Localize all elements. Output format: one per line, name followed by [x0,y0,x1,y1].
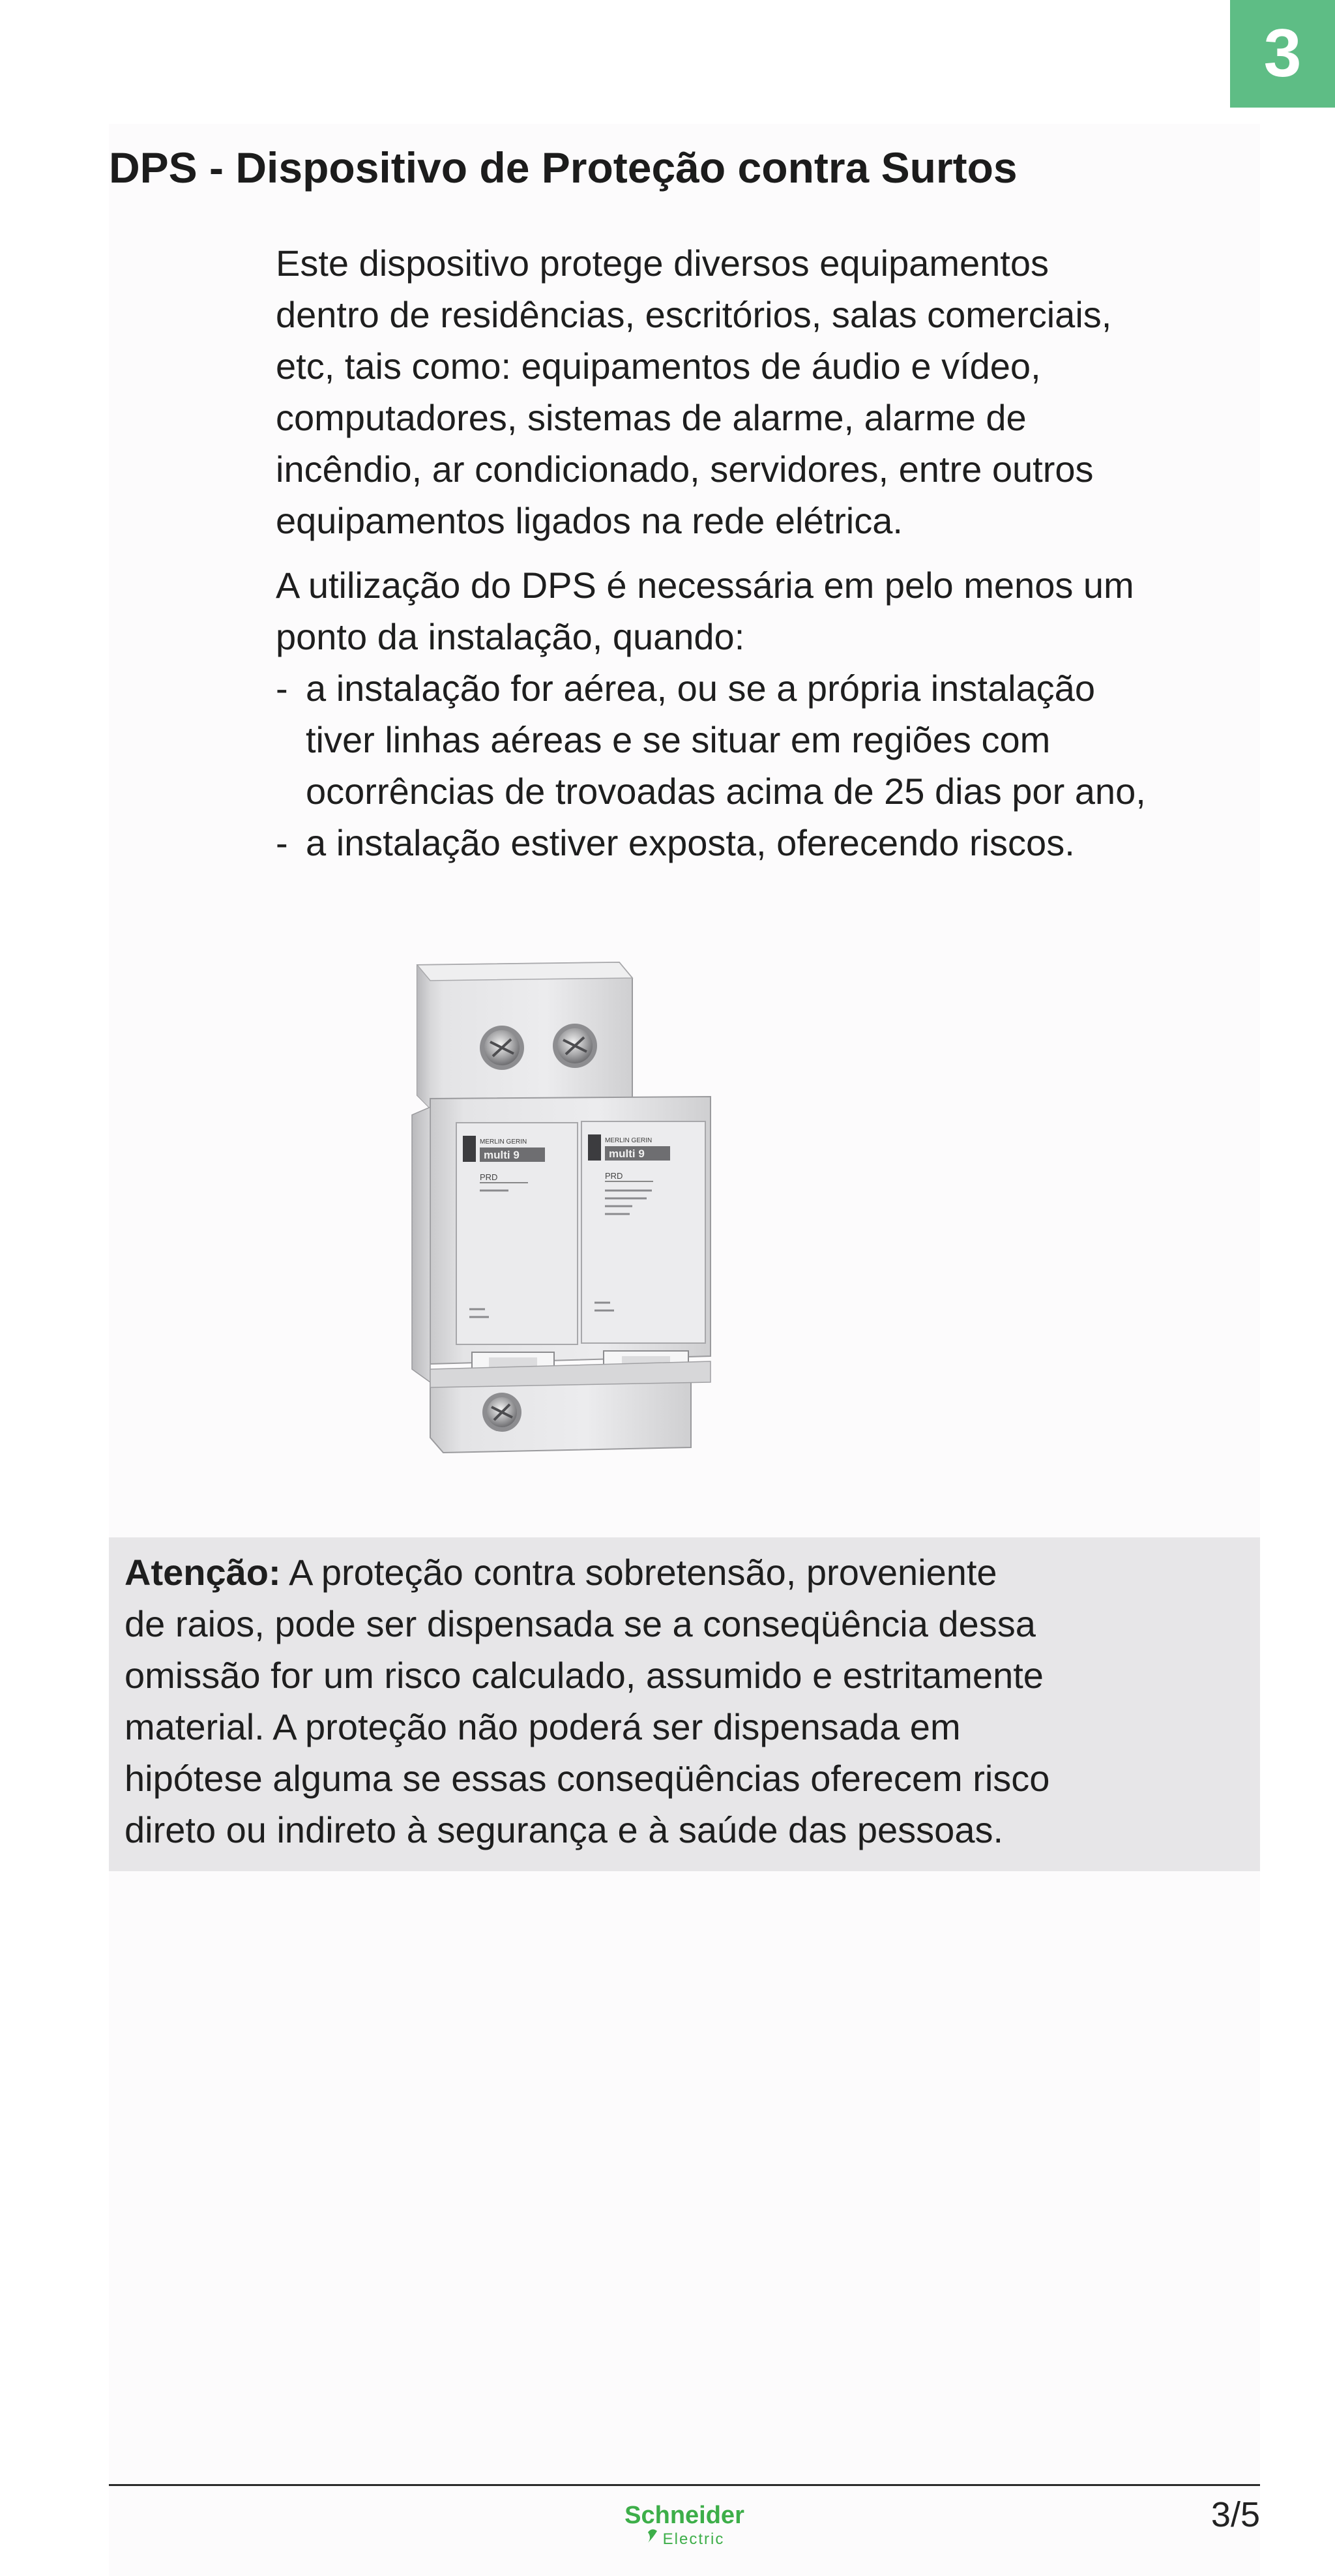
attention-line: omissão for um risco calculado, assumido e estritamente [125,1655,1044,1696]
list-item-line: ocorrências de trovoadas acima de 25 dias por ano, [306,771,1146,812]
body-text [276,237,1273,868]
footer-divider [109,2484,1260,2486]
type-label-right: PRD [605,1171,623,1181]
schneider-electric-logo [606,2498,763,2551]
svg-text:Electric: Electric [662,2530,725,2548]
type-label-left: PRD [480,1172,498,1182]
list-item [276,662,1273,817]
surge-protector-image [404,952,743,1460]
terminal-screw-left [480,1026,524,1070]
page-title: DPS - Dispositivo de Proteção contra Surtos [109,143,1018,192]
list-item [276,817,1273,868]
list-item-line: a instalação estiver exposta, oferecendo riscos. [306,822,1075,863]
attention-label: Atenção: [125,1552,281,1593]
chapter-number-badge: 3 [1230,0,1335,108]
bullet-dash: - [276,668,288,709]
terminal-screw-bottom [482,1393,521,1432]
intro-line: computadores, sistemas de alarme, alarme de [276,397,1027,438]
model-label-right: multi 9 [609,1147,645,1160]
list-item-line: tiver linhas aéreas e se situar em regiões com [306,719,1051,760]
attention-line: A proteção contra sobretensão, proveniente [289,1552,997,1593]
attention-line: direto ou indireto à segurança e à saúde das pessoas. [125,1809,1004,1850]
attention-line: de raios, pode ser dispensada se a conseqüência dessa [125,1603,1036,1644]
brand-label-right: MERLIN GERIN [605,1137,653,1144]
attention-text [125,1547,1244,1856]
list-item-line: a instalação for aérea, ou se a própria instalação [306,668,1095,709]
attention-box [109,1537,1260,1871]
attention-first-line [125,1547,1244,1598]
intro-line: incêndio, ar condicionado, servidores, entre outros [276,449,1094,490]
terminal-screw-right [553,1024,597,1068]
usage-line: A utilização do DPS é necessária em pelo menos um [276,565,1134,606]
intro-line: equipamentos ligados na rede elétrica. [276,500,903,541]
attention-line: hipótese alguma se essas conseqüências oferecem risco [125,1758,1050,1799]
attention-line: material. A proteção não poderá ser dispensada em [125,1706,961,1747]
intro-line: dentro de residências, escritórios, salas comerciais, [276,294,1112,335]
usage-conditions-list [276,662,1273,868]
bullet-dash: - [276,822,288,863]
intro-line: etc, tais como: equipamentos de áudio e vídeo, [276,346,1041,387]
model-label-left: multi 9 [484,1149,520,1161]
brand-label-left: MERLIN GERIN [480,1138,527,1146]
intro-line: Este dispositivo protege diversos equipamentos [276,243,1049,284]
usage-paragraph [276,559,1273,662]
svg-text:Schneider: Schneider [624,2502,744,2529]
page-number: 3/5 [1210,2495,1260,2534]
intro-paragraph [276,237,1273,546]
usage-line: ponto da instalação, quando: [276,616,745,657]
